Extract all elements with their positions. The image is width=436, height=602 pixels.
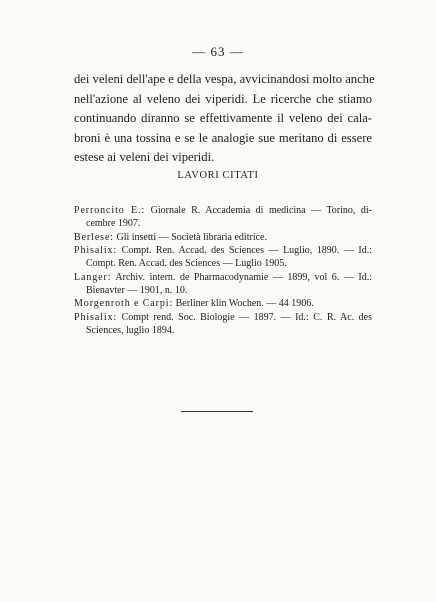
page-number: — 63 —: [192, 44, 244, 59]
reference-list: [74, 204, 372, 337]
reference-text: Giornale R. Accademia di medicina — Torino, di-: [150, 205, 373, 216]
body-line: continuando diranno se effettivamente il veleno dei cala-: [74, 111, 372, 126]
reference-item: [74, 244, 372, 270]
reference-line: [74, 311, 372, 324]
reference-line: [74, 271, 372, 284]
reference-item: [74, 311, 372, 337]
reference-line: [74, 244, 372, 257]
reference-line: cembre 1907.: [86, 218, 141, 229]
reference-author: Phisalix:: [74, 311, 118, 323]
reference-text: Berliner klin Wochen. — 44 1906.: [175, 298, 314, 309]
reference-text: Compt rend. Soc. Biologie — 1897. — Id.: C. R. Ac. des: [121, 311, 373, 323]
reference-text: Archiv. intern. de Pharmacodynamie — 1899, vol 6. — Id.:: [115, 271, 372, 283]
reference-author: Perroncito E.:: [74, 205, 146, 216]
reference-line: Compt. Ren. Accad. des Sciences — Luglio 1905.: [86, 258, 287, 269]
reference-line: [74, 231, 372, 244]
reference-author: Phisalix:: [74, 245, 118, 256]
reference-text: Gli insetti — Società libraria editrice.: [116, 231, 267, 243]
reference-line: Bienavter — 1901, n. 10.: [86, 284, 188, 296]
reference-line: [74, 297, 372, 310]
reference-author: Morgenroth e Carpi:: [74, 298, 174, 309]
body-line: dei veleni dell'ape e della vespa, avvicinandosi molto anche: [74, 72, 375, 86]
reference-item: [74, 204, 372, 230]
reference-line: Sciences, luglio 1894.: [86, 324, 175, 336]
reference-author: Berlese:: [74, 231, 114, 243]
closing-rule: [181, 411, 253, 412]
reference-item: [74, 231, 372, 244]
body-line: estese ai veleni dei viperidi.: [74, 150, 215, 165]
reference-item: [74, 271, 372, 297]
reference-text: Compt. Ren. Accad. des Sciences — Luglio, 1890. — Id.:: [121, 245, 372, 256]
reference-line: [74, 204, 372, 217]
body-line: nell'azione al veleno dei viperidi. Le ricerche che stiamo: [74, 91, 372, 106]
section-heading: LAVORI CITATI: [177, 170, 259, 181]
reference-item: [74, 297, 372, 310]
reference-author: Langer:: [74, 271, 112, 283]
body-line: broni è una tossina e se le analogie sue meritano di essere: [74, 130, 372, 145]
body-paragraph: [74, 70, 375, 168]
